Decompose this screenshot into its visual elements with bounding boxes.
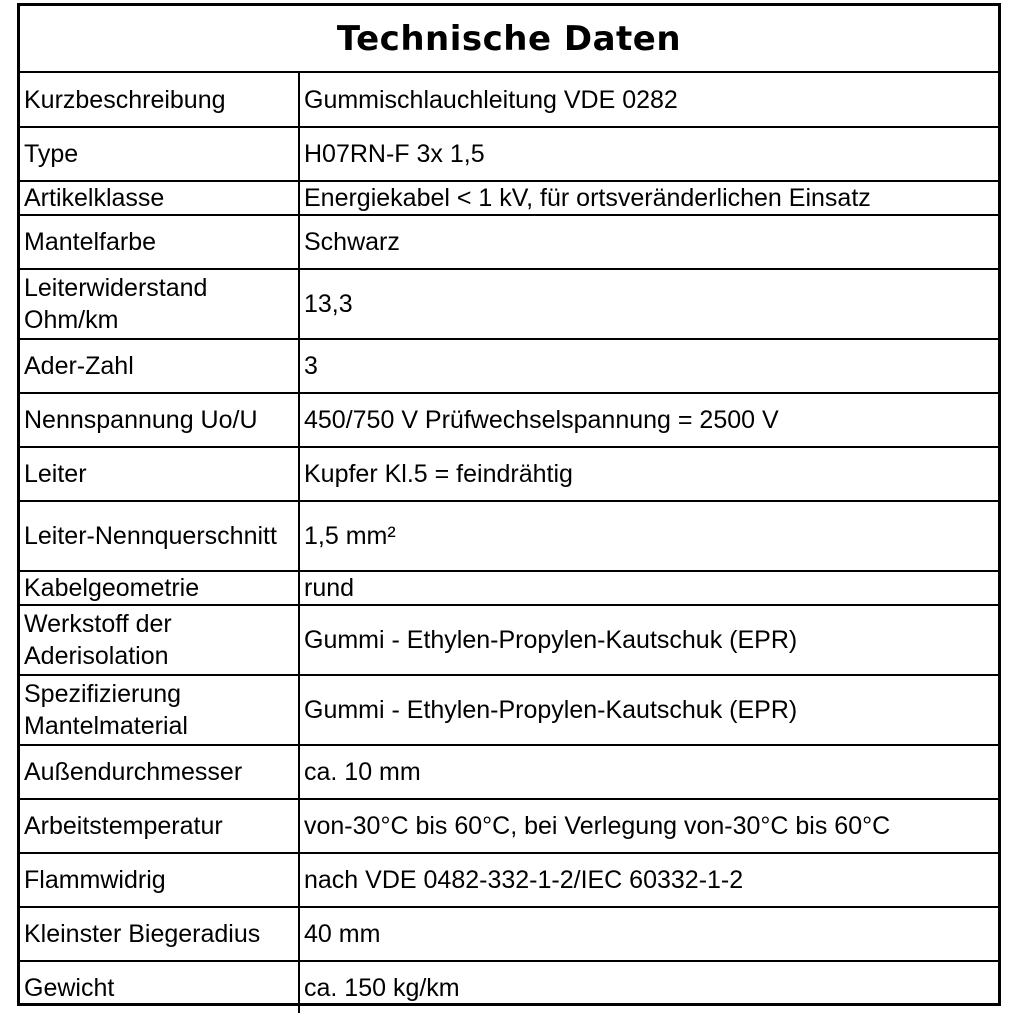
- table-row: [20, 907, 998, 961]
- row-label: Type: [20, 127, 299, 181]
- row-label: Außendurchmesser: [20, 745, 299, 799]
- row-value: Schwarz: [299, 215, 998, 269]
- row-label: Kleinster Biegeradius: [20, 907, 299, 961]
- row-value: ca. 10 mm: [299, 745, 998, 799]
- row-value: 450/750 V Prüfwechselspannung = 2500 V: [299, 393, 998, 447]
- technical-data-sheet: [17, 3, 1001, 1006]
- table-row: [20, 215, 998, 269]
- row-value: rund: [299, 571, 998, 605]
- row-label: Kabelgeometrie: [20, 571, 299, 605]
- row-label: Ader-Zahl: [20, 339, 299, 393]
- table-row: [20, 745, 998, 799]
- table-row: [20, 127, 998, 181]
- table-row: [20, 181, 998, 215]
- row-label: Leiter-Nennquerschnitt: [20, 501, 299, 571]
- page-title: Technische Daten: [336, 18, 682, 59]
- row-value: H07RN-F 3x 1,5: [299, 127, 998, 181]
- table-row: [20, 269, 998, 339]
- row-value: 13,3: [299, 269, 998, 339]
- row-value: Gummi - Ethylen-Propylen-Kautschuk (EPR): [299, 675, 998, 745]
- table-row: [20, 605, 998, 675]
- row-label: Leiter: [20, 447, 299, 501]
- title-row: [20, 6, 998, 73]
- specs-table: [20, 73, 998, 1013]
- row-value: Energiekabel < 1 kV, für ortsveränderlichen Einsatz: [299, 181, 998, 215]
- row-label: Mantelfarbe: [20, 215, 299, 269]
- row-value: Gummischlauchleitung VDE 0282: [304, 85, 678, 114]
- row-label: Arbeitstemperatur: [20, 799, 299, 853]
- table-row: [20, 447, 998, 501]
- row-value: 3: [299, 339, 998, 393]
- row-value: 1,5 mm²: [299, 501, 998, 571]
- row-label: Kurzbeschreibung: [20, 73, 299, 127]
- row-value: nach VDE 0482-332-1-2/IEC 60332-1-2: [299, 853, 998, 907]
- row-value: von-30°C bis 60°C, bei Verlegung von-30°C bis 60°C: [299, 799, 998, 853]
- table-row: [20, 799, 998, 853]
- row-label: Spezifizierung Mantelmaterial: [20, 675, 299, 745]
- table-row: [20, 853, 998, 907]
- row-label: Werkstoff der Aderisolation: [20, 605, 299, 675]
- row-label: Artikelklasse: [20, 181, 299, 215]
- row-label: Gewicht: [20, 961, 299, 1013]
- row-value: Kupfer Kl.5 = feindrähtig: [299, 447, 998, 501]
- row-value: Gummi - Ethylen-Propylen-Kautschuk (EPR): [299, 605, 998, 675]
- table-row: [20, 571, 998, 605]
- row-label: Leiterwiderstand Ohm/km: [20, 269, 299, 339]
- table-row: [20, 501, 998, 571]
- row-value: ca. 150 kg/km: [299, 961, 998, 1013]
- table-row: [20, 339, 998, 393]
- table-row: [20, 675, 998, 745]
- table-row: [20, 961, 998, 1013]
- table-row: [20, 393, 998, 447]
- row-value: 40 mm: [299, 907, 998, 961]
- row-label: Flammwidrig: [20, 853, 299, 907]
- table-row: [20, 73, 998, 127]
- row-label: Nennspannung Uo/U: [20, 393, 299, 447]
